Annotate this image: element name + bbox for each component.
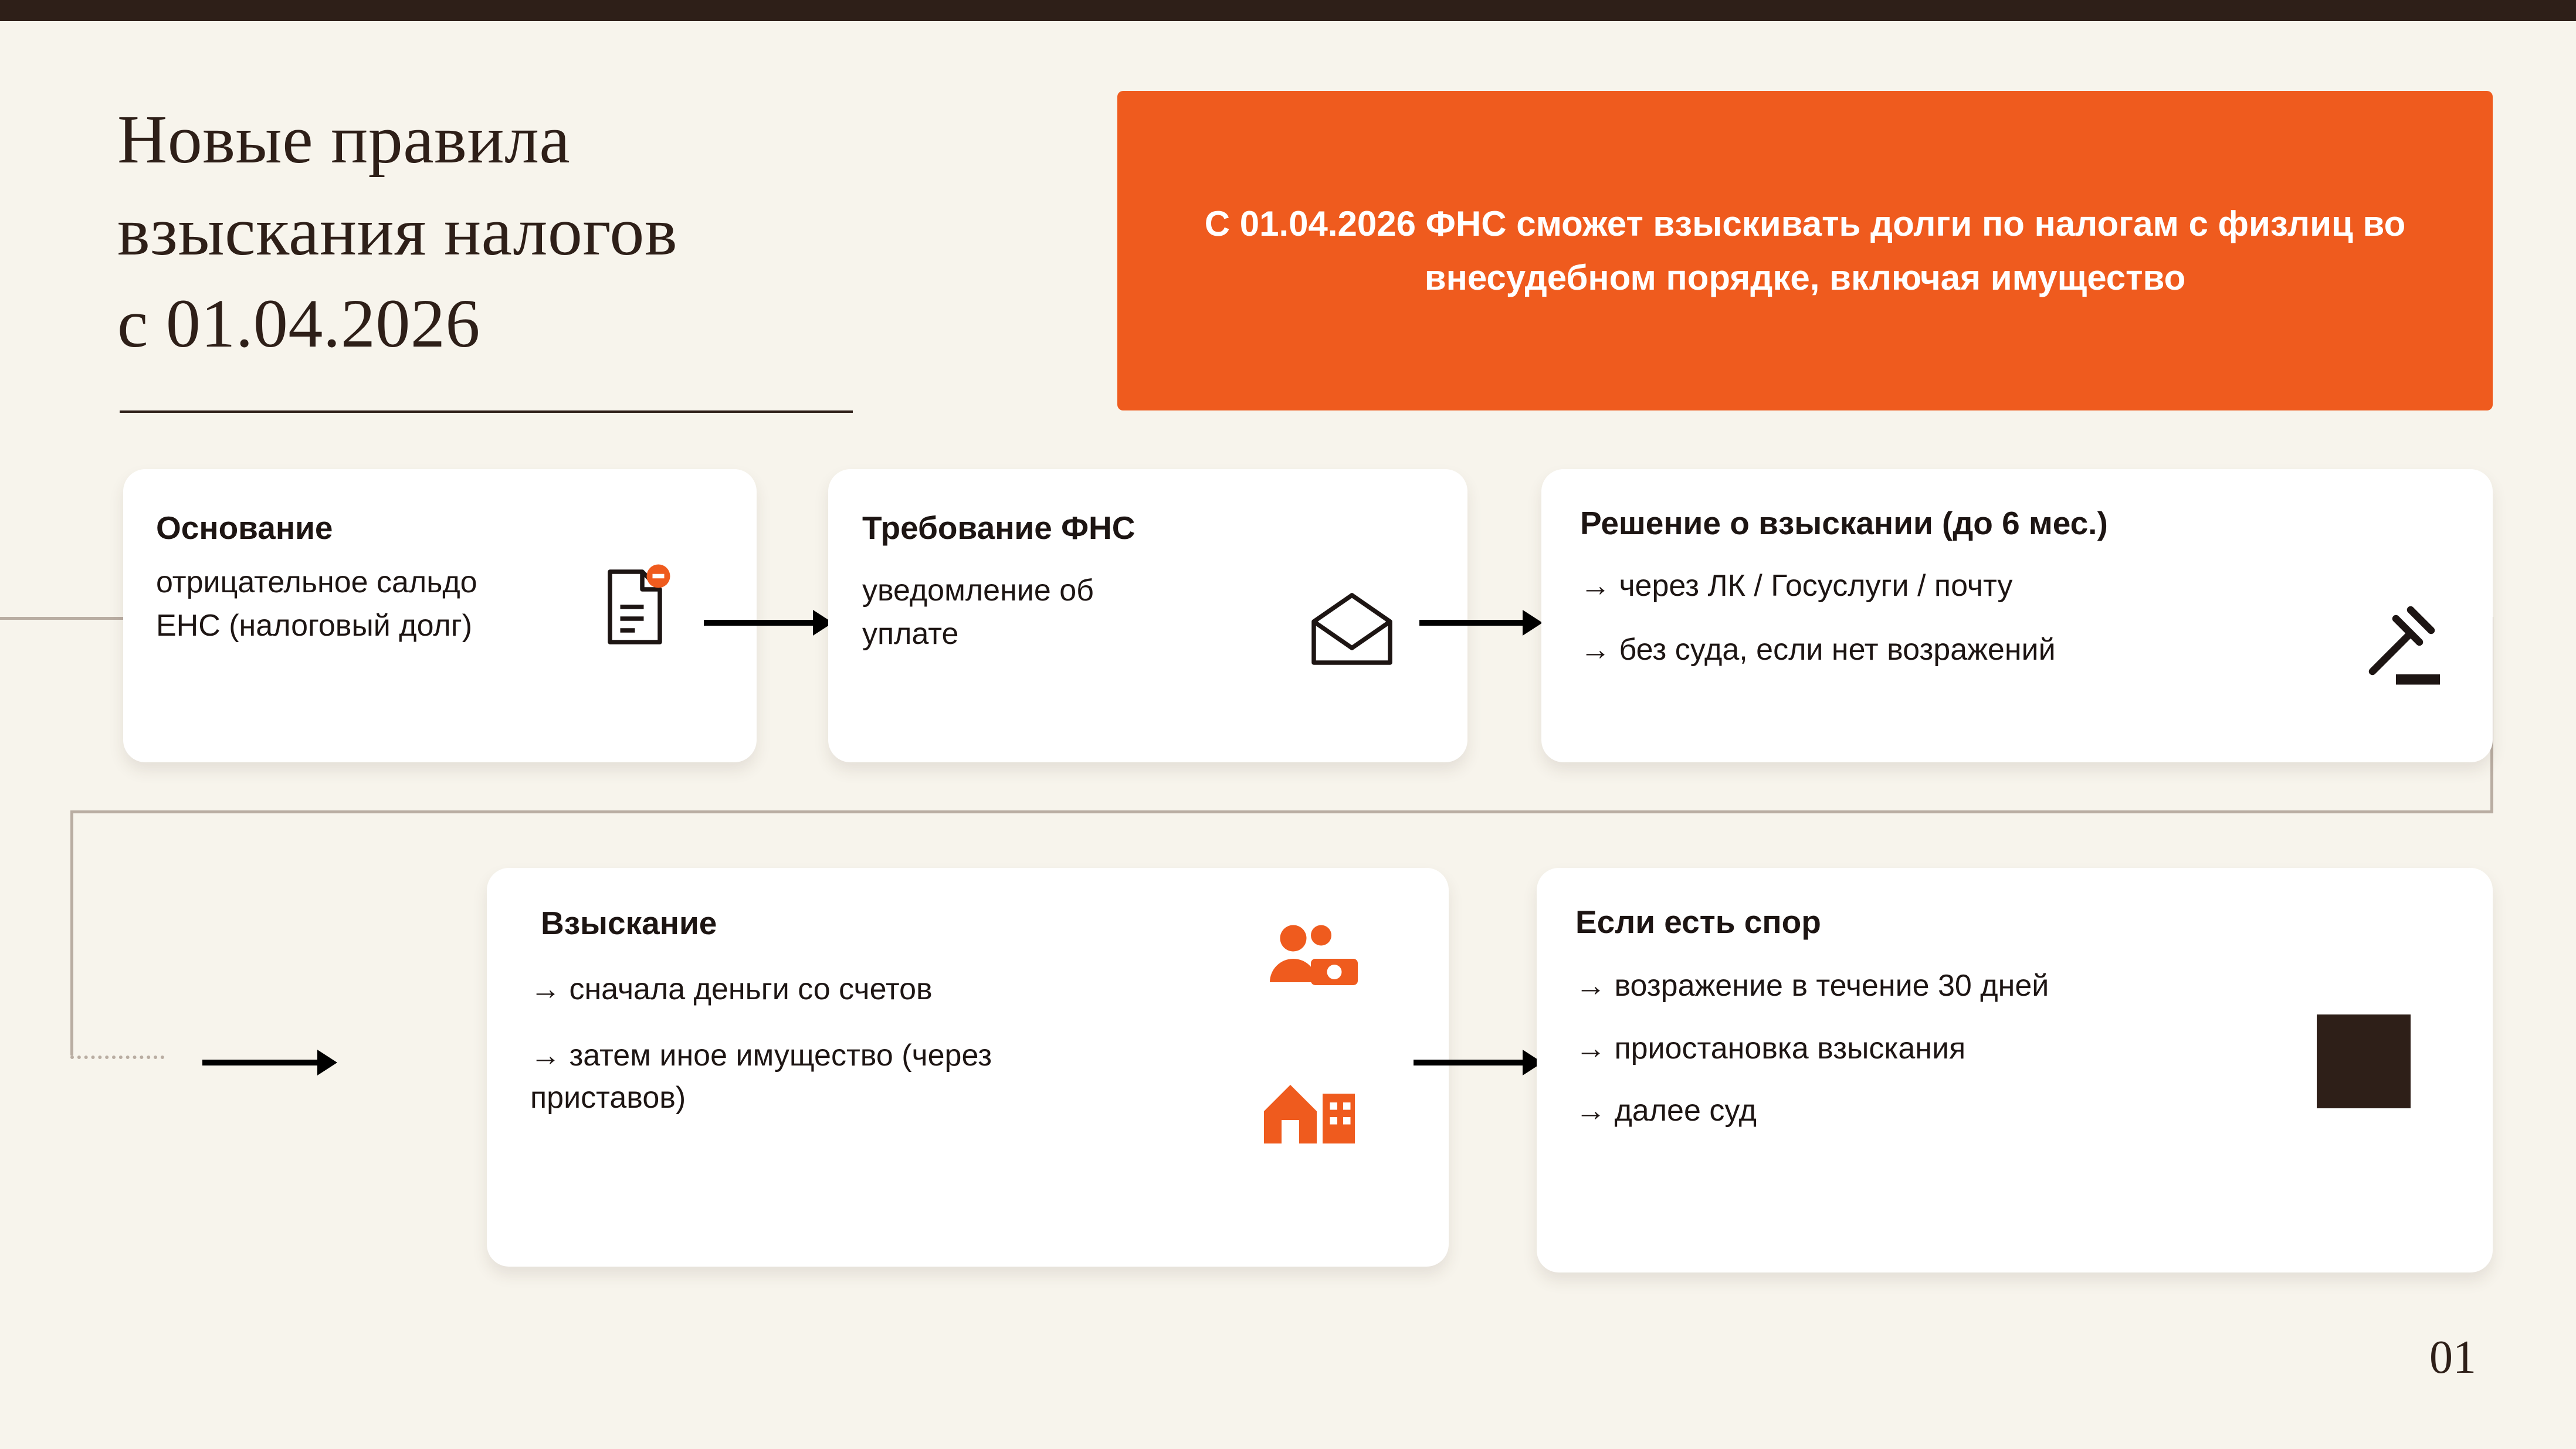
- page-title-line-3: с 01.04.2026: [117, 284, 480, 362]
- highlight-banner: [1117, 91, 2493, 410]
- card-basis-title: Основание: [156, 510, 333, 546]
- card-dispute-title: Если есть спор: [1575, 904, 1821, 940]
- page-number: 01: [2429, 1332, 2476, 1383]
- card-demand-title: Требование ФНС: [862, 510, 1136, 546]
- arrow-demand-to-decision: [1419, 610, 1543, 636]
- arrow-collection-to-dispute: [1414, 1050, 1543, 1075]
- page-title-line-1: Новые правила: [117, 101, 571, 178]
- card-collection-line-2: → затем иное имущество (через приставов): [530, 1038, 992, 1115]
- people-money-icon: [1261, 921, 1367, 1000]
- card-collection-title: Взыскание: [541, 905, 717, 941]
- envelope-icon: [1308, 592, 1396, 671]
- connector-segment-bottom-horizontal: [70, 810, 2493, 813]
- card-decision-line-2: → без суда, если нет возражений: [1580, 632, 2056, 667]
- dark-square-decoration: [2317, 1014, 2411, 1108]
- card-dispute-line-2: → приостановка взыскания: [1575, 1031, 1966, 1065]
- card-decision: [1541, 469, 2493, 762]
- card-collection-line-1: → сначала деньги со счетов: [530, 972, 933, 1006]
- card-demand-text: уведомление об уплате: [862, 573, 1094, 651]
- card-basis-text: отрицательное сальдо ЕНС (налоговый долг): [156, 565, 477, 643]
- title-underline: [120, 410, 853, 413]
- gavel-icon: [2352, 604, 2446, 701]
- card-dispute-line-3: → далее суд: [1575, 1094, 1757, 1128]
- connector-segment-left-entry: [0, 617, 124, 620]
- document-minus-icon: [592, 563, 680, 654]
- top-decor-bar: [0, 0, 2576, 21]
- arrow-basis-to-demand: [704, 610, 833, 636]
- card-decision-line-1: → через ЛК / Госуслуги / почту: [1580, 568, 2013, 603]
- house-building-icon: [1261, 1073, 1361, 1149]
- connector-segment-left-vertical: [70, 810, 73, 1056]
- connector-segment-dotted: [70, 1056, 164, 1059]
- card-decision-title: Решение о взыскании (до 6 мес.): [1580, 505, 2108, 541]
- card-dispute-line-1: → возражение в течение 30 дней: [1575, 968, 2049, 1003]
- page-title-line-2: взыскания налогов: [117, 192, 678, 270]
- highlight-banner-text: С 01.04.2026 ФНС сможет взыскивать долги по налогам с физлиц во внесудебном порядке, включая имущество: [1204, 204, 2406, 297]
- page-title: [117, 94, 892, 370]
- arrow-to-collection: [202, 1050, 337, 1075]
